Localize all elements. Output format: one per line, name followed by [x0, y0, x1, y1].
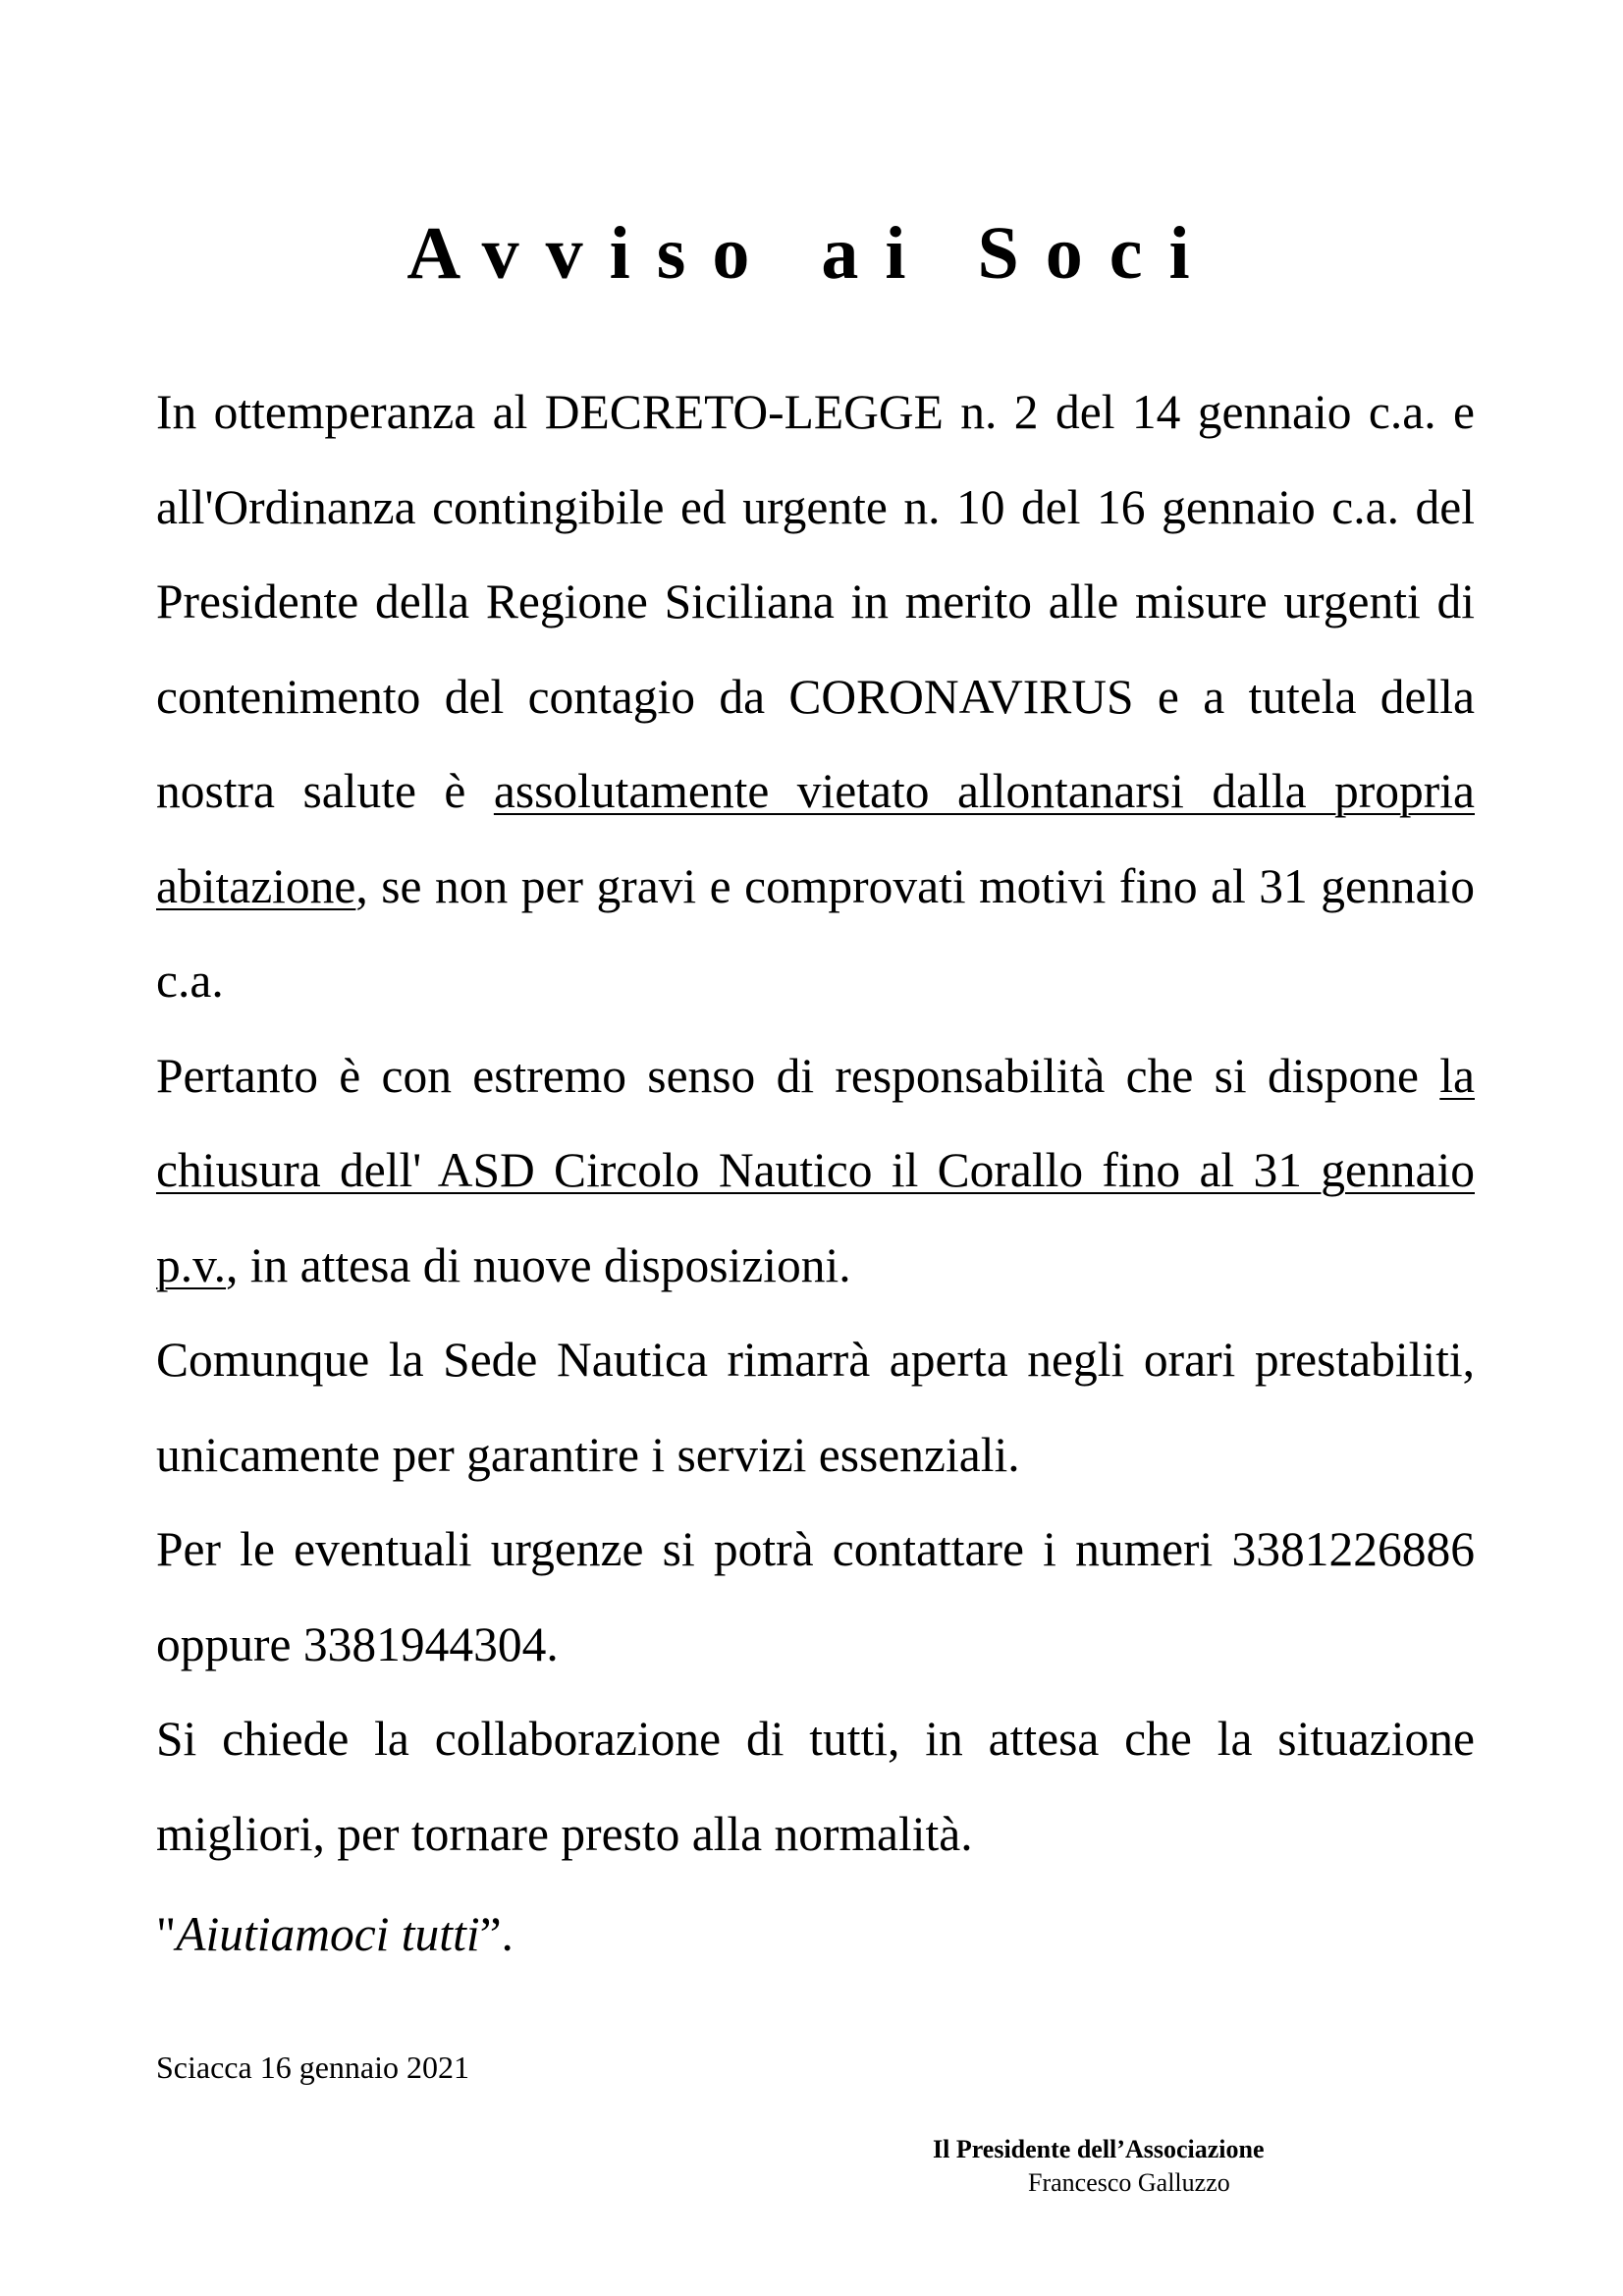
- paragraph-nautical-office: Comunque la Sede Nautica rimarrà aperta negli orari prestabiliti, unicamente per garantire i servizi essenziali.: [156, 1333, 1475, 1482]
- paragraph-closure: [156, 1029, 1475, 1314]
- paragraph-closure-text: Pertanto è con estremo senso di responsabilità che si dispone: [156, 1048, 1440, 1103]
- signature-name: Francesco Galluzzo: [1028, 2167, 1230, 2197]
- motto-open-quote: ": [156, 1907, 177, 1961]
- paragraph-decree: [156, 365, 1475, 1029]
- place-date: Sciacca 16 gennaio 2021: [156, 2050, 469, 2085]
- motto-text: Aiutiamoci tutti: [176, 1907, 480, 1961]
- prohibition-underlined: assolutamente vietato allontanarsi dalla propria abitazione: [156, 764, 1475, 913]
- notice-body: [156, 365, 1475, 1882]
- signature-block: [933, 2133, 1264, 2200]
- motto: [156, 1905, 514, 1963]
- signature-role: Il Presidente dell’Associazione: [933, 2135, 1265, 2163]
- closure-underlined: la chiusura dell' ASD Circolo Nautico il Corallo fino al 31 gennaio p.v.: [156, 1048, 1475, 1292]
- paragraph-decree-text: In ottemperanza al DECRETO-LEGGE n. 2 del 14 gennaio c.a. e all'Ordinanza contingibile ed urgente n. 10 del 16 gennaio c.a. del Presidente della Regione Siciliana in merito alle misure urgenti di contenimento del contagio da CORONAVIRUS e a tutela della nostra salute è: [156, 385, 1475, 818]
- paragraph-closure-tail: , in attesa di nuove disposizioni.: [226, 1237, 851, 1292]
- notice-title: Avviso ai Soci: [406, 212, 1217, 295]
- motto-close-quote: ”.: [479, 1907, 514, 1961]
- paragraph-decree-tail: , se non per gravi e comprovati motivi fino al 31 gennaio c.a.: [156, 858, 1475, 1008]
- paragraph-collaboration: Si chiede la collaborazione di tutti, in attesa che la situazione migliori, per tornare presto alla normalità.: [156, 1712, 1475, 1861]
- paragraph-emergency-numbers: Per le eventuali urgenze si potrà contattare i numeri 3381226886 oppure 3381944304.: [156, 1522, 1475, 1671]
